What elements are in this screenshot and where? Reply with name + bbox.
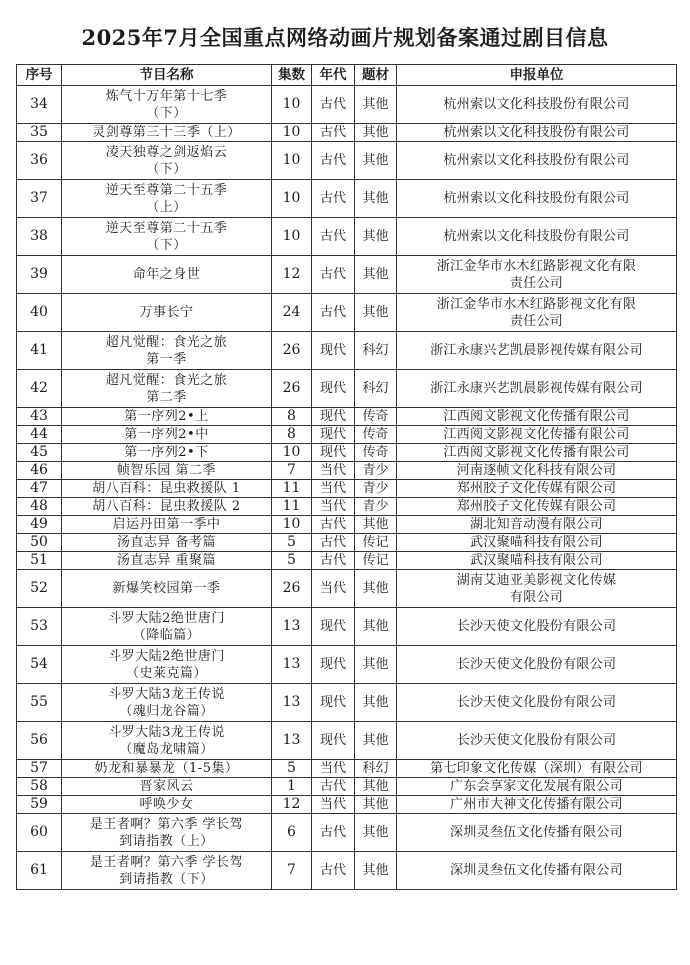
table-row — [17, 608, 677, 646]
cell-applicant — [397, 796, 677, 814]
applicant-line: 杭州索以文化科技股份有限公司 — [443, 191, 630, 206]
applicant-line: 第七印象文化传媒（深圳）有限公司 — [430, 761, 643, 776]
program-name-line: （下） — [146, 105, 187, 121]
header-no: 序号 — [17, 65, 62, 86]
program-name-line: 命年之身世 — [132, 267, 201, 282]
program-name-line: 帧智乐园 第二季 — [116, 463, 217, 478]
program-name-line: 炼气十万年第十七季 — [105, 88, 228, 104]
applicant-line: 广东会享家文化发展有限公司 — [450, 779, 623, 794]
cell-era: 古代 — [312, 552, 355, 570]
table-row — [17, 218, 677, 256]
cell-no: 48 — [17, 498, 62, 516]
program-name-line: 超凡觉醒：食光之旅 — [105, 372, 228, 388]
cell-no: 40 — [17, 294, 62, 332]
table-row — [17, 570, 677, 608]
program-name-line: （降临篇） — [132, 627, 201, 643]
cell-episodes: 12 — [272, 796, 312, 814]
table-row — [17, 852, 677, 890]
cell-program-name — [62, 498, 272, 516]
cell-genre: 其他 — [355, 684, 397, 722]
cell-applicant — [397, 480, 677, 498]
cell-no: 47 — [17, 480, 62, 498]
cell-genre: 科幻 — [355, 760, 397, 778]
cell-no: 61 — [17, 852, 62, 890]
cell-episodes: 12 — [272, 256, 312, 294]
cell-program-name — [62, 516, 272, 534]
cell-applicant — [397, 462, 677, 480]
program-name-line: （上） — [146, 199, 187, 215]
cell-applicant — [397, 722, 677, 760]
cell-no: 34 — [17, 86, 62, 124]
cell-episodes: 11 — [272, 498, 312, 516]
table-row — [17, 516, 677, 534]
table-row — [17, 294, 677, 332]
program-name-line: （下） — [146, 237, 187, 253]
cell-no: 57 — [17, 760, 62, 778]
applicant-line: 有限公司 — [509, 589, 564, 605]
cell-no: 59 — [17, 796, 62, 814]
cell-era: 古代 — [312, 852, 355, 890]
program-name-line: 胡八百科：昆虫救援队 1 — [92, 481, 241, 496]
header-era: 年代 — [312, 65, 355, 86]
table-header-row — [17, 65, 677, 86]
cell-program-name — [62, 462, 272, 480]
cell-era: 现代 — [312, 408, 355, 426]
cell-genre: 青少 — [355, 498, 397, 516]
table-row — [17, 760, 677, 778]
cell-episodes: 5 — [272, 760, 312, 778]
cell-applicant — [397, 124, 677, 142]
table-row — [17, 370, 677, 408]
applicant-line: 浙江永康兴艺凯晨影视传媒有限公司 — [430, 343, 643, 358]
header-name: 节目名称 — [62, 65, 272, 86]
applicant-line: 深圳灵叁伍文化传播有限公司 — [450, 825, 623, 840]
table-row — [17, 796, 677, 814]
cell-era: 古代 — [312, 778, 355, 796]
cell-genre: 其他 — [355, 608, 397, 646]
cell-era: 古代 — [312, 124, 355, 142]
cell-era: 当代 — [312, 796, 355, 814]
applicant-line: 杭州索以文化科技股份有限公司 — [443, 153, 630, 168]
cell-era: 当代 — [312, 498, 355, 516]
cell-episodes: 7 — [272, 462, 312, 480]
table-row — [17, 646, 677, 684]
cell-applicant — [397, 760, 677, 778]
program-name-line: 斗罗大陆3龙王传说 — [108, 686, 225, 702]
table-row — [17, 180, 677, 218]
cell-no: 49 — [17, 516, 62, 534]
cell-program-name — [62, 426, 272, 444]
cell-no: 51 — [17, 552, 62, 570]
table-row — [17, 722, 677, 760]
cell-era: 当代 — [312, 462, 355, 480]
cell-program-name — [62, 294, 272, 332]
applicant-line: 湖北知音动漫有限公司 — [469, 517, 603, 532]
cell-episodes: 11 — [272, 480, 312, 498]
cell-episodes: 1 — [272, 778, 312, 796]
cell-genre: 传记 — [355, 552, 397, 570]
cell-era: 古代 — [312, 534, 355, 552]
program-name-line: 是王者啊？第六季 学长驾 — [89, 854, 244, 870]
cell-applicant — [397, 218, 677, 256]
cell-genre: 其他 — [355, 218, 397, 256]
cell-genre: 其他 — [355, 570, 397, 608]
applicant-line: 杭州索以文化科技股份有限公司 — [443, 97, 630, 112]
table-row — [17, 778, 677, 796]
cell-applicant — [397, 426, 677, 444]
cell-episodes: 6 — [272, 814, 312, 852]
cell-genre: 其他 — [355, 796, 397, 814]
cell-applicant — [397, 852, 677, 890]
program-name-line: 斗罗大陆3龙王传说 — [108, 724, 225, 740]
cell-era: 现代 — [312, 426, 355, 444]
cell-program-name — [62, 796, 272, 814]
cell-applicant — [397, 444, 677, 462]
applicant-line: 长沙天使文化股份有限公司 — [456, 619, 617, 634]
cell-genre: 传记 — [355, 534, 397, 552]
cell-no: 52 — [17, 570, 62, 608]
cell-program-name — [62, 218, 272, 256]
applicant-line: 深圳灵叁伍文化传播有限公司 — [450, 863, 623, 878]
applicant-line: 广州市大神文化传播有限公司 — [450, 797, 623, 812]
cell-no: 35 — [17, 124, 62, 142]
cell-episodes: 5 — [272, 534, 312, 552]
program-name-line: 汤直志异 备考篇 — [116, 535, 217, 550]
cell-episodes: 10 — [272, 218, 312, 256]
cell-era: 古代 — [312, 180, 355, 218]
table-body — [17, 86, 677, 890]
cell-episodes: 13 — [272, 684, 312, 722]
program-name-line: （魔岛龙啸篇） — [119, 741, 214, 757]
cell-genre: 其他 — [355, 778, 397, 796]
program-name-line: （魂归龙谷篇） — [119, 703, 214, 719]
cell-era: 现代 — [312, 332, 355, 370]
cell-genre: 其他 — [355, 180, 397, 218]
program-name-line: （下） — [146, 161, 187, 177]
cell-genre: 其他 — [355, 294, 397, 332]
applicant-line: 湖南艾迪亚美影视文化传媒 — [456, 572, 617, 588]
cell-program-name — [62, 608, 272, 646]
cell-program-name — [62, 86, 272, 124]
cell-program-name — [62, 534, 272, 552]
cell-era: 现代 — [312, 722, 355, 760]
header-episodes: 集数 — [272, 65, 312, 86]
table-row — [17, 408, 677, 426]
cell-episodes: 10 — [272, 142, 312, 180]
program-name-line: 第二季 — [146, 389, 187, 405]
cell-episodes: 7 — [272, 852, 312, 890]
program-name-line: 胡八百科：昆虫救援队 2 — [92, 499, 241, 514]
cell-episodes: 13 — [272, 646, 312, 684]
cell-program-name — [62, 142, 272, 180]
table-row — [17, 498, 677, 516]
cell-no: 53 — [17, 608, 62, 646]
cell-program-name — [62, 332, 272, 370]
table-row — [17, 814, 677, 852]
cell-era: 现代 — [312, 444, 355, 462]
table-row — [17, 142, 677, 180]
cell-episodes: 13 — [272, 608, 312, 646]
cell-episodes: 8 — [272, 408, 312, 426]
applicant-line: 武汉聚喵科技有限公司 — [469, 553, 603, 568]
cell-no: 50 — [17, 534, 62, 552]
table-row — [17, 256, 677, 294]
applicant-line: 浙江金华市水木红路影视文化有限 — [436, 296, 637, 312]
cell-episodes: 13 — [272, 722, 312, 760]
program-name-line: 到请指教（上） — [119, 833, 214, 849]
cell-genre: 其他 — [355, 124, 397, 142]
cell-no: 56 — [17, 722, 62, 760]
cell-era: 当代 — [312, 570, 355, 608]
cell-episodes: 10 — [272, 516, 312, 534]
program-name-line: （史莱克篇） — [125, 665, 207, 681]
cell-era: 古代 — [312, 294, 355, 332]
table-row — [17, 462, 677, 480]
cell-no: 36 — [17, 142, 62, 180]
cell-program-name — [62, 570, 272, 608]
program-name-line: 斗罗大陆2绝世唐门 — [108, 610, 225, 626]
program-name-line: 超凡觉醒：食光之旅 — [105, 334, 228, 350]
cell-no: 43 — [17, 408, 62, 426]
cell-era: 当代 — [312, 480, 355, 498]
table-row — [17, 332, 677, 370]
cell-applicant — [397, 256, 677, 294]
cell-program-name — [62, 852, 272, 890]
cell-episodes: 10 — [272, 124, 312, 142]
applicant-line: 河南逐帧文化科技有限公司 — [456, 463, 617, 478]
page-title: 2025年7月全国重点网络动画片规划备案通过剧目信息 — [81, 25, 609, 50]
cell-applicant — [397, 570, 677, 608]
cell-genre: 青少 — [355, 480, 397, 498]
header-org: 申报单位 — [397, 65, 677, 86]
cell-applicant — [397, 294, 677, 332]
applicant-line: 郑州胶子文化传媒有限公司 — [456, 481, 617, 496]
cell-era: 当代 — [312, 760, 355, 778]
program-name-line: 奶龙和暴暴龙（1-5集） — [94, 761, 239, 776]
cell-era: 古代 — [312, 218, 355, 256]
cell-episodes: 8 — [272, 426, 312, 444]
table-row — [17, 552, 677, 570]
applicant-line: 浙江永康兴艺凯晨影视传媒有限公司 — [430, 381, 643, 396]
cell-era: 古代 — [312, 256, 355, 294]
applicant-line: 长沙天使文化股份有限公司 — [456, 695, 617, 710]
cell-applicant — [397, 498, 677, 516]
cell-applicant — [397, 534, 677, 552]
cell-era: 现代 — [312, 684, 355, 722]
cell-program-name — [62, 480, 272, 498]
cell-episodes: 26 — [272, 570, 312, 608]
cell-no: 54 — [17, 646, 62, 684]
cell-episodes: 26 — [272, 332, 312, 370]
applicant-line: 责任公司 — [509, 313, 564, 329]
cell-episodes: 10 — [272, 180, 312, 218]
cell-genre: 科幻 — [355, 332, 397, 370]
cell-genre: 传奇 — [355, 444, 397, 462]
header-genre: 题材 — [355, 65, 397, 86]
cell-genre: 其他 — [355, 814, 397, 852]
applicant-line: 杭州索以文化科技股份有限公司 — [443, 125, 630, 140]
cell-applicant — [397, 370, 677, 408]
cell-program-name — [62, 180, 272, 218]
table-row — [17, 86, 677, 124]
cell-applicant — [397, 608, 677, 646]
cell-genre: 其他 — [355, 852, 397, 890]
program-name-line: 新爆笑校园第一季 — [112, 581, 221, 596]
program-name-line: 是王者啊？第六季 学长驾 — [89, 816, 244, 832]
cell-applicant — [397, 180, 677, 218]
program-name-line: 启运丹田第一季中 — [112, 517, 221, 532]
cell-era: 现代 — [312, 646, 355, 684]
program-name-line: 第一序列2•中 — [124, 427, 209, 442]
program-name-line: 呼唤少女 — [139, 797, 194, 812]
cell-no: 55 — [17, 684, 62, 722]
program-name-line: 到请指教（下） — [119, 871, 214, 887]
cell-applicant — [397, 778, 677, 796]
program-name-line: 逆天至尊第二十五季 — [105, 182, 228, 198]
program-name-line: 斗罗大陆2绝世唐门 — [108, 648, 225, 664]
cell-no: 45 — [17, 444, 62, 462]
program-name-line: 凌天独尊之剑返焰云 — [105, 144, 228, 160]
cell-era: 现代 — [312, 370, 355, 408]
cell-program-name — [62, 760, 272, 778]
cell-applicant — [397, 552, 677, 570]
cell-program-name — [62, 778, 272, 796]
table-row — [17, 480, 677, 498]
cell-genre: 传奇 — [355, 408, 397, 426]
cell-program-name — [62, 552, 272, 570]
table-row — [17, 534, 677, 552]
cell-applicant — [397, 332, 677, 370]
cell-genre: 传奇 — [355, 426, 397, 444]
cell-genre: 其他 — [355, 256, 397, 294]
cell-genre: 青少 — [355, 462, 397, 480]
table-row — [17, 426, 677, 444]
applicant-line: 武汉聚喵科技有限公司 — [469, 535, 603, 550]
cell-program-name — [62, 124, 272, 142]
cell-no: 37 — [17, 180, 62, 218]
cell-no: 39 — [17, 256, 62, 294]
cell-genre: 其他 — [355, 646, 397, 684]
cell-episodes: 10 — [272, 86, 312, 124]
cell-program-name — [62, 370, 272, 408]
cell-era: 现代 — [312, 608, 355, 646]
program-name-line: 汤直志异 重聚篇 — [116, 553, 217, 568]
cell-episodes: 5 — [272, 552, 312, 570]
cell-applicant — [397, 684, 677, 722]
applicant-line: 长沙天使文化股份有限公司 — [456, 733, 617, 748]
records-table — [16, 64, 677, 890]
cell-genre: 其他 — [355, 142, 397, 180]
cell-program-name — [62, 684, 272, 722]
table-row — [17, 124, 677, 142]
cell-genre: 其他 — [355, 516, 397, 534]
cell-applicant — [397, 646, 677, 684]
applicant-line: 江西阅文影视文化传播有限公司 — [443, 445, 630, 460]
applicant-line: 江西阅文影视文化传播有限公司 — [443, 409, 630, 424]
cell-genre: 科幻 — [355, 370, 397, 408]
cell-program-name — [62, 444, 272, 462]
cell-era: 古代 — [312, 516, 355, 534]
program-name-line: 第一序列2•下 — [124, 445, 209, 460]
applicant-line: 浙江金华市水木红路影视文化有限 — [436, 258, 637, 274]
program-name-line: 第一序列2•上 — [124, 409, 209, 424]
cell-episodes: 26 — [272, 370, 312, 408]
cell-applicant — [397, 86, 677, 124]
cell-era: 古代 — [312, 814, 355, 852]
cell-program-name — [62, 722, 272, 760]
applicant-line: 长沙天使文化股份有限公司 — [456, 657, 617, 672]
program-name-line: 灵剑尊第三十三季（上） — [92, 125, 241, 140]
applicant-line: 郑州胶子文化传媒有限公司 — [456, 499, 617, 514]
cell-no: 42 — [17, 370, 62, 408]
table-row — [17, 684, 677, 722]
cell-no: 58 — [17, 778, 62, 796]
cell-episodes: 24 — [272, 294, 312, 332]
applicant-line: 杭州索以文化科技股份有限公司 — [443, 229, 630, 244]
program-name-line: 第一季 — [146, 351, 187, 367]
program-name-line: 晋家风云 — [139, 779, 194, 794]
cell-episodes: 10 — [272, 444, 312, 462]
cell-program-name — [62, 256, 272, 294]
cell-no: 38 — [17, 218, 62, 256]
cell-program-name — [62, 408, 272, 426]
cell-era: 古代 — [312, 142, 355, 180]
cell-program-name — [62, 646, 272, 684]
cell-no: 41 — [17, 332, 62, 370]
program-name-line: 万事长宁 — [139, 305, 194, 320]
applicant-line: 责任公司 — [509, 275, 564, 291]
cell-genre: 其他 — [355, 86, 397, 124]
cell-applicant — [397, 408, 677, 426]
cell-applicant — [397, 516, 677, 534]
applicant-line: 江西阅文影视文化传播有限公司 — [443, 427, 630, 442]
cell-no: 44 — [17, 426, 62, 444]
table-row — [17, 444, 677, 462]
cell-applicant — [397, 814, 677, 852]
cell-genre: 其他 — [355, 722, 397, 760]
cell-no: 60 — [17, 814, 62, 852]
cell-no: 46 — [17, 462, 62, 480]
program-name-line: 逆天至尊第二十五季 — [105, 220, 228, 236]
cell-era: 古代 — [312, 86, 355, 124]
cell-program-name — [62, 814, 272, 852]
cell-applicant — [397, 142, 677, 180]
